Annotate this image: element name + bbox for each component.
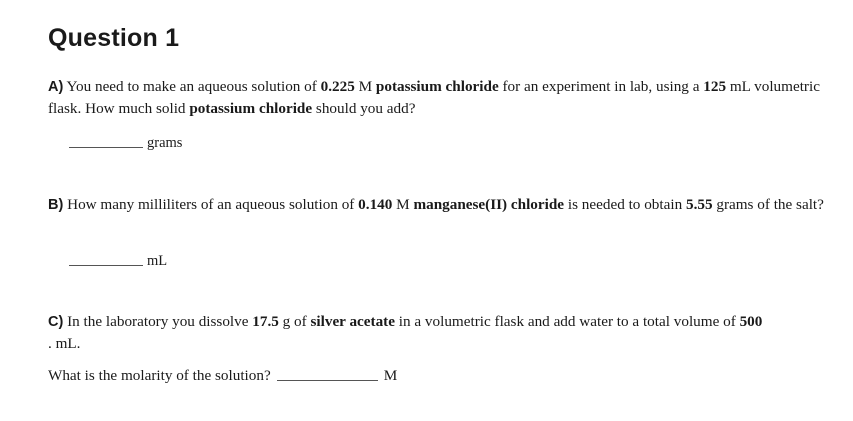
part-c-unit: M — [383, 367, 398, 384]
part-b-answer-blank[interactable] — [69, 264, 143, 266]
part-a-unit: grams — [147, 135, 183, 151]
part-a-compound-2: potassium chloride — [189, 100, 313, 117]
part-b-answer — [69, 253, 167, 270]
part-c-label: C) — [48, 314, 64, 330]
part-a-label: A) — [48, 79, 64, 95]
part-b-compound: manganese(II) chloride — [413, 196, 565, 213]
part-a-text: A) You need to make an aqueous solution of 0.225 M potassium chloride for an experiment in lab, using a 125 mL volumetric flask. How much solid potassium chloride should you add? — [48, 78, 820, 117]
question-title: Question 1 — [48, 24, 180, 52]
part-b-mass: 5.55 — [685, 196, 713, 213]
part-c-question-row — [48, 367, 397, 385]
part-c-text: C) In the laboratory you dissolve 17.5 g of silver acetate in a volumetric flask and add water to a total volume of 500 . mL. — [48, 313, 763, 352]
part-a-answer-blank[interactable] — [69, 146, 143, 148]
part-b-unit: mL — [147, 253, 168, 269]
part-b-molarity: 0.140 — [358, 196, 393, 213]
part-c-question: What is the molarity of the solution? — [48, 367, 271, 384]
part-c-volume: 500 — [739, 313, 763, 330]
part-a-answer — [69, 135, 182, 152]
part-c-mass: 17.5 — [252, 313, 279, 330]
part-c-answer-blank[interactable] — [277, 379, 378, 381]
part-a-molarity: 0.225 — [320, 78, 355, 95]
part-c-compound: silver acetate — [310, 313, 395, 330]
part-b-label: B) — [48, 197, 64, 213]
part-a-compound: potassium chloride — [375, 78, 499, 95]
part-b-text: B) How many milliliters of an aqueous solution of 0.140 M manganese(II) chloride is needed to obtain 5.55 grams of the salt? — [48, 196, 824, 213]
part-a-volume: 125 — [703, 78, 727, 95]
